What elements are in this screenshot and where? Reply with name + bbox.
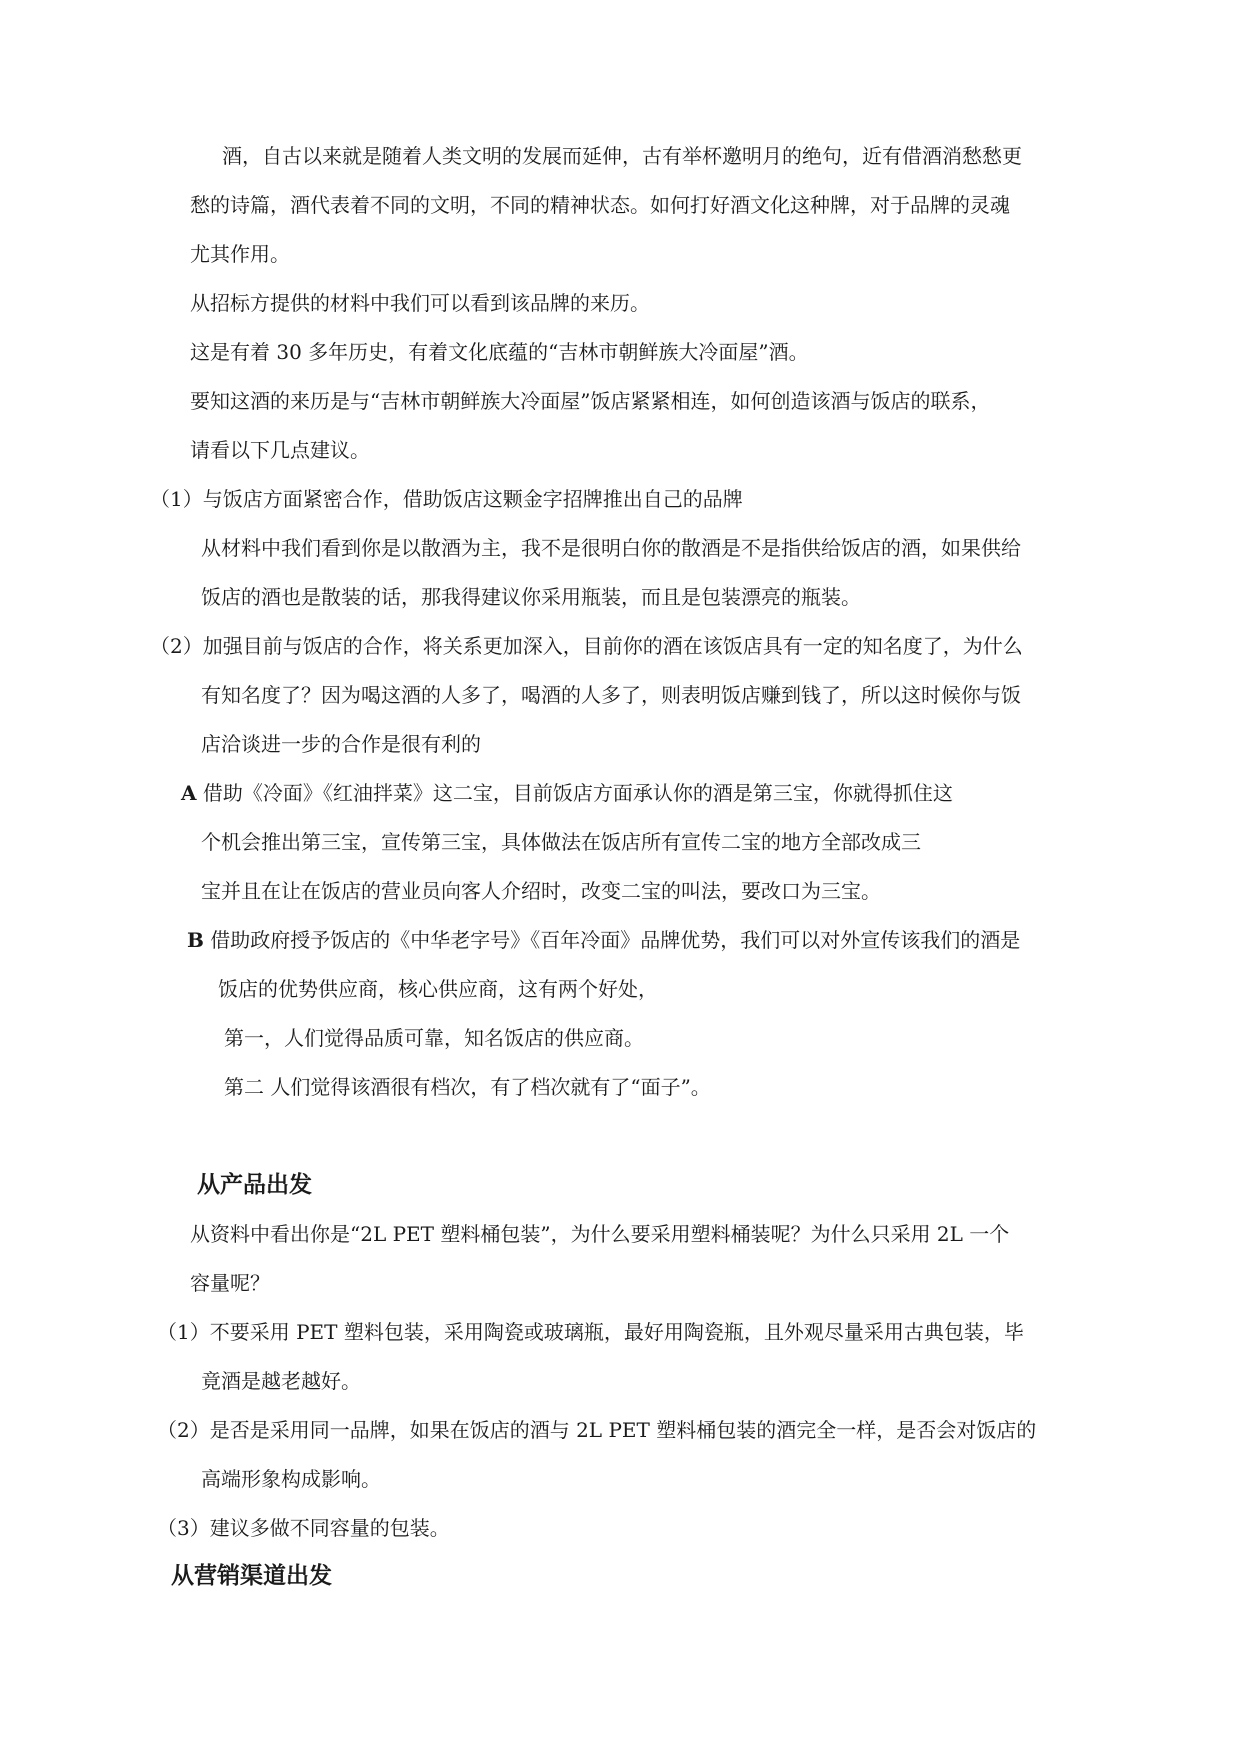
list-item-line: 高端形象构成影响。 (201, 1467, 381, 1491)
list-item-line: 饭店的酒也是散装的话，那我得建议你采用瓶装，而且是包装漂亮的瓶装。 (201, 585, 861, 609)
list-item-line: 竟酒是越老越好。 (201, 1369, 361, 1393)
sub-item-a-label: A (181, 781, 197, 805)
list-item-line: 店洽谈进一步的合作是很有利的 (201, 732, 481, 756)
list-item-line: 从材料中我们看到你是以散酒为主，我不是很明白你的散酒是不是指供给饭店的酒，如果供给 (201, 536, 1021, 560)
sub-item-line: 宝并且在让在饭店的营业员向客人介绍时，改变二宝的叫法，要改口为三宝。 (201, 879, 881, 903)
list-item-line: （3）建议多做不同容量的包装。 (157, 1516, 450, 1540)
sub-item-a-line (181, 780, 953, 806)
sub-item-b-text: 借助政府授予饭店的《中华老字号》《百年冷面》品牌优势，我们可以对外宣传该我们的酒是 (210, 928, 1021, 952)
sub-item-line: 第一，人们觉得品质可靠，知名饭店的供应商。 (224, 1026, 644, 1050)
sub-item-line: 饭店的优势供应商，核心供应商，这有两个好处， (218, 977, 658, 1001)
list-item-line: （1）不要采用 PET 塑料包装，采用陶瓷或玻璃瓶，最好用陶瓷瓶，且外观尽量采用古典包装，毕 (157, 1320, 1024, 1344)
section-heading-product: 从产品出发 (197, 1172, 312, 1198)
section-heading-marketing-channel: 从营销渠道出发 (171, 1563, 332, 1589)
list-item-title: （1）与饭店方面紧密合作，借助饭店这颗金字招牌推出自己的品牌 (150, 487, 743, 511)
intro-paragraph-line: 要知这酒的来历是与“吉林市朝鲜族大冷面屋”饭店紧紧相连，如何创造该酒与饭店的联系， (190, 389, 991, 413)
intro-paragraph-line: 尤其作用。 (190, 242, 290, 266)
list-item-line: （2）是否是采用同一品牌，如果在饭店的酒与 2L PET 塑料桶包装的酒完全一样，是否会对饭店的 (157, 1418, 1037, 1442)
sub-item-b-line (187, 927, 1020, 953)
intro-paragraph-line: 这是有着 30 多年历史，有着文化底蕴的“吉林市朝鲜族大冷面屋”酒。 (190, 340, 809, 364)
section-paragraph-line: 从资料中看出你是“2L PET 塑料桶包装”，为什么要采用塑料桶装呢？为什么只采用 2L 一个 (190, 1222, 1010, 1246)
intro-paragraph-line: 愁的诗篇，酒代表着不同的文明，不同的精神状态。如何打好酒文化这种牌，对于品牌的灵魂 (190, 193, 1010, 217)
sub-item-line: 第二 人们觉得该酒很有档次，有了档次就有了“面子”。 (224, 1075, 711, 1099)
list-item-line: （2）加强目前与饭店的合作，将关系更加深入，目前你的酒在该饭店具有一定的知名度了，为什么 (150, 634, 1023, 658)
section-paragraph-line: 容量呢？ (190, 1271, 270, 1295)
intro-paragraph-line: 请看以下几点建议。 (190, 438, 370, 462)
sub-item-a-text: 借助《冷面》《红油拌菜》这二宝，目前饭店方面承认你的酒是第三宝，你就得抓住这 (202, 781, 953, 805)
list-item-line: 有知名度了？因为喝这酒的人多了，喝酒的人多了，则表明饭店赚到钱了，所以这时候你与饭 (201, 683, 1021, 707)
sub-item-b-label: B (187, 928, 204, 952)
intro-paragraph-line: 酒，自古以来就是随着人类文明的发展而延伸，古有举杯邀明月的绝句，近有借酒消愁愁更 (222, 144, 1022, 168)
intro-paragraph-line: 从招标方提供的材料中我们可以看到该品牌的来历。 (190, 291, 650, 315)
sub-item-line: 个机会推出第三宝，宣传第三宝，具体做法在饭店所有宣传二宝的地方全部改成三 (201, 830, 921, 854)
